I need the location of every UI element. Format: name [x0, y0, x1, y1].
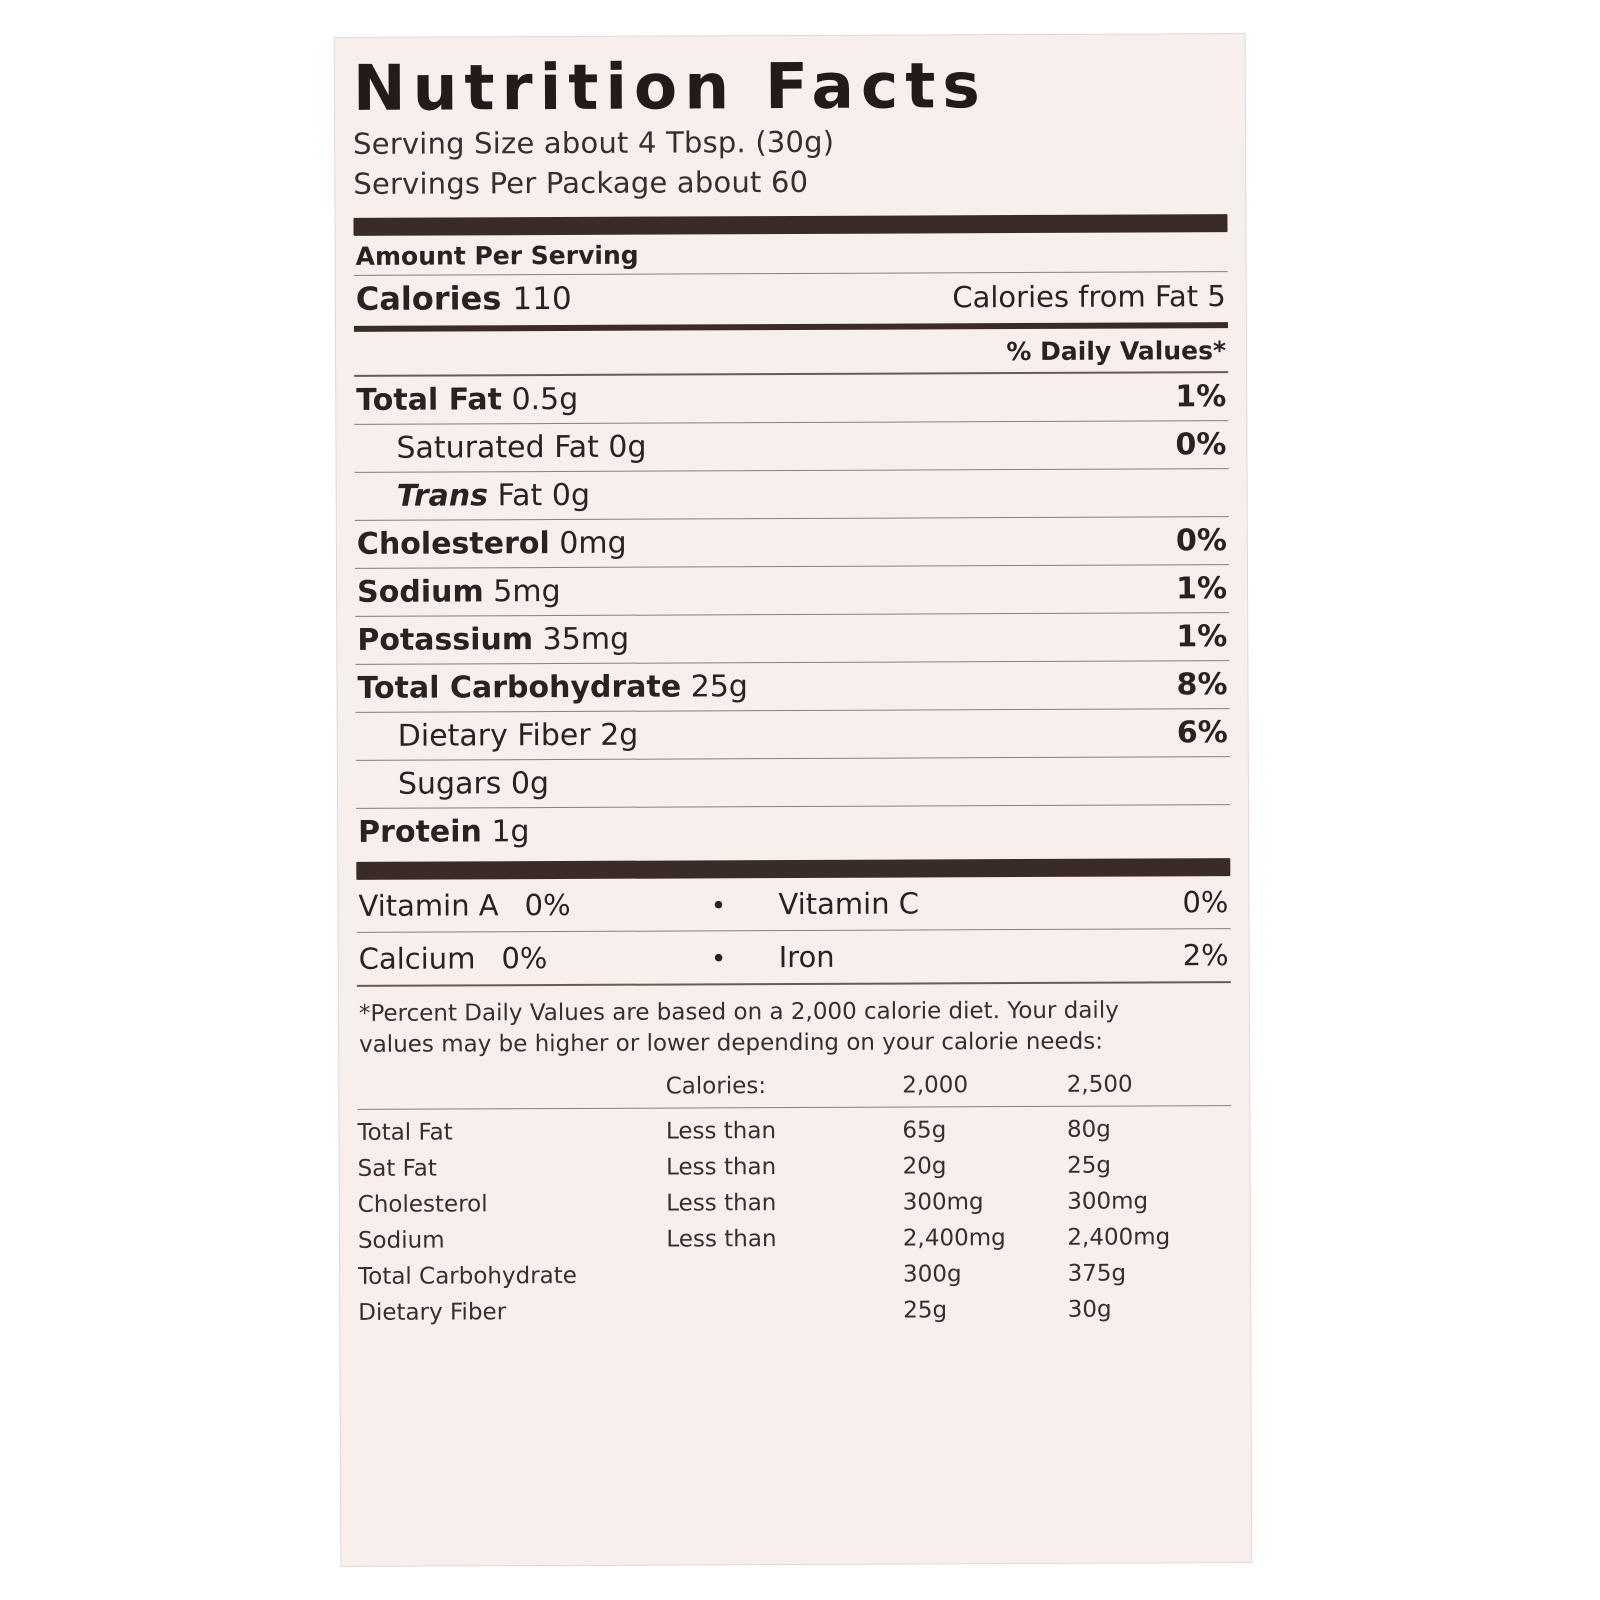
nutrient-row: [356, 757, 1230, 808]
nutrient-name: Saturated Fat: [396, 430, 599, 466]
dv-row-label: Sodium: [357, 1227, 445, 1254]
nutrient-row: [356, 805, 1230, 856]
nutrient-name: Sodium: [357, 574, 484, 611]
nutrient-row: [354, 373, 1228, 424]
nutrient-name: Cholesterol: [356, 526, 550, 563]
nutrient-amount: Fat 0g: [488, 478, 591, 514]
dv-row-2500: 2,400mg: [1067, 1224, 1171, 1251]
nutrient-amount: 1g: [481, 814, 530, 850]
vitamin-left: [359, 941, 659, 976]
vitamin-left-name: Calcium: [358, 941, 476, 977]
nutrient-label: [357, 669, 748, 706]
dv-row-less-than: [666, 1256, 903, 1293]
vitamin-right: [778, 885, 1228, 921]
divider-line: [357, 1105, 1231, 1110]
bullet-separator-icon: •: [710, 891, 727, 922]
nutrient-daily-value: 1%: [1175, 379, 1227, 415]
dv-table-row: [358, 1183, 1232, 1223]
dv-row-label: Cholesterol: [357, 1191, 488, 1218]
dv-row-label: Total Fat: [357, 1119, 453, 1146]
nutrient-name: Protein: [358, 814, 482, 851]
dv-row-less-than: Less than: [666, 1153, 777, 1181]
dv-header-2500: 2,500: [1066, 1071, 1133, 1098]
nutrient-label: [398, 766, 549, 802]
nutrient-row: [355, 565, 1229, 616]
calories-value: 110: [512, 281, 572, 318]
nutrient-amount: 5mg: [483, 574, 561, 610]
dv-row-less-than: Less than: [666, 1189, 777, 1217]
dv-table-header-row: [357, 1066, 1231, 1104]
dv-row-2000: 65g: [902, 1117, 947, 1144]
dv-row-label: Dietary Fiber: [358, 1299, 507, 1326]
nutrient-name: Sugars: [397, 766, 502, 802]
vitamin-right-percent: 2%: [1182, 938, 1229, 973]
dv-header-blank: [357, 1068, 666, 1103]
nutrient-amount: 0g: [501, 766, 550, 802]
dv-row-2000: 20g: [902, 1153, 947, 1180]
calories-from-fat: Calories from Fat 5: [952, 279, 1226, 315]
dv-table-row: [358, 1147, 1232, 1187]
dv-row-label: Sat Fat: [357, 1155, 437, 1182]
nutrient-label: [398, 718, 639, 754]
dv-row-2500: 300mg: [1067, 1188, 1149, 1215]
dv-row-2000: 300mg: [902, 1189, 984, 1216]
footnote-line-2: values may be higher or lower depending on your calorie needs:: [359, 1028, 1104, 1058]
daily-values-table: [357, 1066, 1232, 1331]
dv-row-less-than: Less than: [665, 1117, 777, 1145]
vitamin-list: [356, 876, 1230, 985]
dv-row-2000: 2,400mg: [902, 1224, 1006, 1252]
nutrient-name: Trans: [396, 478, 489, 514]
nutrient-row: [356, 709, 1230, 760]
dv-table-row: [358, 1219, 1232, 1259]
vitamin-right-percent: 0%: [1182, 885, 1229, 920]
vitamin-right-name: Vitamin C: [778, 886, 920, 922]
footnote-line-1: *Percent Daily Values are based on a 2,000 calorie diet. Your daily: [358, 997, 1119, 1028]
nutrient-name: Dietary Fiber: [397, 718, 591, 754]
nutrient-label: [358, 814, 530, 850]
nutrient-label: [356, 382, 578, 418]
vitamin-row: [356, 876, 1230, 932]
amount-per-serving-label: Amount Per Serving: [355, 240, 639, 272]
calories-row: [354, 272, 1228, 326]
vitamin-right-name: Iron: [778, 939, 835, 975]
nutrient-amount: 25g: [681, 669, 749, 705]
nutrient-amount: 2g: [590, 717, 639, 754]
dv-row-label: Total Carbohydrate: [358, 1262, 577, 1290]
nutrient-row: [354, 421, 1228, 472]
nutrient-row: [355, 469, 1229, 520]
nutrient-label: [396, 430, 646, 466]
nutrient-daily-value: 0%: [1175, 427, 1227, 463]
nutrient-label: [357, 526, 627, 562]
dv-table-row: [358, 1291, 1232, 1331]
nutrient-row: [355, 613, 1229, 664]
daily-values-header: % Daily Values*: [1006, 336, 1227, 367]
nutrient-label: [357, 574, 561, 610]
calories-label: [356, 279, 572, 318]
nutrient-daily-value: 8%: [1176, 667, 1228, 703]
dv-row-less-than: [667, 1292, 904, 1329]
vitamin-left-percent: 0%: [524, 888, 571, 923]
vitamin-row: [357, 929, 1231, 985]
vitamin-left-name: Vitamin A: [358, 888, 499, 924]
nutrient-amount: 0.5g: [501, 382, 579, 418]
footnote: [357, 983, 1231, 1066]
vitamin-right: [779, 938, 1229, 974]
nutrient-daily-value: 0%: [1175, 523, 1227, 559]
nutrition-facts-label: [335, 34, 1252, 1566]
nutrient-list: [354, 373, 1230, 856]
dv-row-2500: 375g: [1067, 1260, 1127, 1287]
nutrient-name: Total Fat: [356, 382, 503, 419]
serving-size-text: Serving Size about 4 Tbsp. (30g): [353, 124, 835, 162]
vitamin-left-percent: 0%: [501, 941, 548, 976]
dv-table-row: [357, 1111, 1231, 1151]
nutrient-label: [357, 622, 629, 658]
dv-row-less-than: Less than: [666, 1225, 777, 1253]
bullet-separator-icon: •: [710, 944, 727, 975]
nutrient-daily-value: 6%: [1176, 715, 1228, 751]
dv-header-2000: 2,000: [902, 1072, 969, 1099]
nutrient-row: [355, 661, 1229, 712]
dv-row-2500: 30g: [1067, 1296, 1112, 1323]
dv-header-calories: Calories:: [665, 1073, 767, 1100]
dv-table-row: [358, 1255, 1232, 1295]
nutrient-amount: 0g: [598, 429, 647, 466]
vitamin-left: [358, 888, 658, 923]
dv-row-2500: 80g: [1066, 1116, 1111, 1143]
nutrient-amount: 0mg: [549, 525, 627, 562]
dv-row-2000: 300g: [902, 1261, 962, 1288]
servings-per-package-text: Servings Per Package about 60: [353, 165, 809, 202]
nutrient-name: Total Carbohydrate: [357, 669, 682, 707]
page-title: Nutrition Facts: [352, 49, 987, 125]
calories-word: Calories: [355, 279, 502, 319]
nutrient-daily-value: 1%: [1176, 571, 1228, 607]
nutrient-label: [397, 478, 590, 514]
dv-row-2500: 25g: [1067, 1152, 1111, 1179]
nutrient-name: Potassium: [357, 622, 534, 659]
nutrient-daily-value: 1%: [1176, 619, 1228, 655]
nutrient-amount: 35mg: [533, 621, 630, 658]
dv-row-2000: 25g: [903, 1297, 948, 1324]
nutrient-row: [355, 517, 1229, 568]
